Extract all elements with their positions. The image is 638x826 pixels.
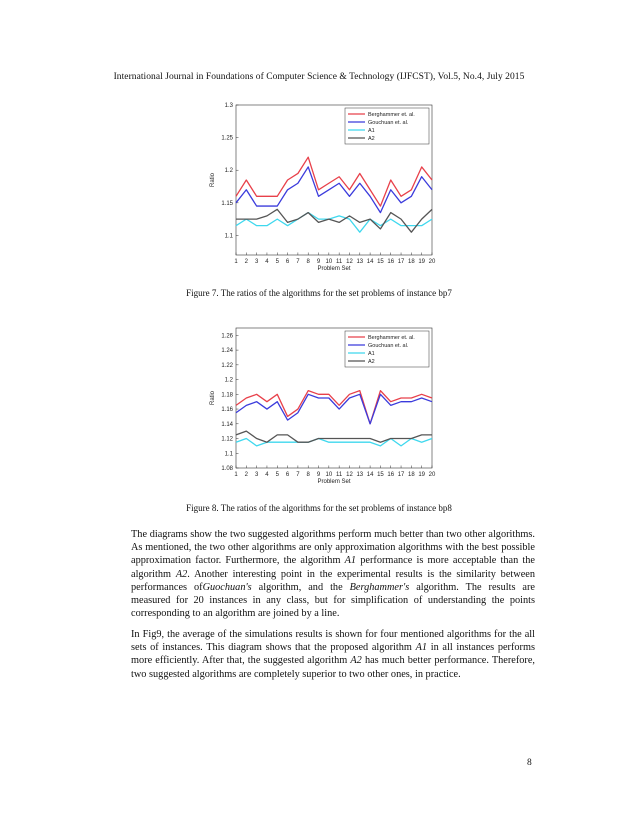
italic-run: A2 [175,568,188,580]
body-paragraph-1 [131,528,535,620]
x-tick-label: 9 [316,259,321,265]
y-tick-label: 1.14 [221,421,233,428]
x-axis-label: Problem Set [317,479,351,485]
y-tick-label: 1.3 [224,103,233,109]
legend-label: A1 [368,128,375,134]
legend-label: Berghammer et. al. [368,335,415,341]
figure-8-caption: Figure 8. The ratios of the algorithms for the set problems of instance bp8 [186,503,452,513]
x-tick-label: 18 [408,472,415,478]
y-tick-label: 1.12 [221,436,233,443]
italic-run: A2 [350,655,362,667]
legend-label: Gouchuan et. al. [368,120,409,126]
y-tick-label: 1.24 [221,348,233,355]
x-tick-label: 5 [275,259,279,265]
x-tick-label: 19 [418,472,426,478]
x-tick-label: 20 [428,472,436,478]
y-tick-label: 1.2 [224,168,233,175]
legend-label: Gouchuan et. al. [368,343,409,349]
x-tick-label: 16 [387,259,395,265]
x-tick-label: 4 [265,259,269,265]
x-tick-label: 9 [316,472,321,478]
italic-run: A1 [344,555,357,567]
x-tick-label: 1 [234,472,238,478]
y-tick-label: 1.18 [221,392,233,399]
x-tick-label: 5 [275,472,279,478]
figure-8-svg [196,322,442,494]
paragraph-text [131,628,535,681]
legend-label: Berghammer et. al. [368,112,415,118]
x-tick-label: 16 [387,472,395,478]
x-tick-label: 12 [346,259,353,265]
x-tick-label: 17 [397,472,405,478]
y-tick-label: 1.16 [221,407,233,414]
x-tick-label: 10 [325,259,333,265]
y-tick-label: 1.1 [224,451,233,458]
italic-run: Berghammer's [349,581,410,593]
x-tick-label: 8 [306,472,310,478]
italic-run: Guochuan's [202,581,252,593]
text-run: in all instances performs more efficiently. After that, the suggested algorithm [131,642,535,667]
x-tick-label: 3 [254,472,259,478]
x-tick-label: 4 [265,472,269,478]
x-tick-label: 11 [336,259,343,265]
y-tick-label: 1.1 [224,233,233,240]
y-tick-label: 1.15 [221,200,233,207]
text-run: The diagrams show the two suggested algorithms perform much better than two other algorithms. As mentioned, the two other algorithms are only approximation algorithms with the best possible approximation factor. Furthermore, the algorithm [131,529,535,567]
y-axis-label: Ratio [210,390,216,406]
x-tick-label: 13 [356,259,364,265]
x-tick-label: 15 [377,472,384,478]
x-tick-label: 6 [285,472,290,478]
x-tick-label: 17 [397,259,405,265]
y-tick-label: 1.2 [224,377,233,384]
x-tick-label: 18 [408,259,415,265]
figure-8-chart [196,322,442,494]
y-tick-label: 1.08 [221,466,233,472]
x-tick-label: 2 [244,472,248,478]
paragraph-text [131,528,535,620]
text-run: . Another interesting point in the experimental results is the similarity between performances of [131,568,535,593]
x-tick-label: 3 [254,259,259,265]
y-tick-label: 1.22 [221,362,233,369]
y-tick-label: 1.26 [221,333,233,340]
x-axis-label: Problem Set [317,266,351,272]
y-axis-label: Ratio [210,172,216,188]
body-paragraph-2 [131,628,535,681]
text-run: algorithm, and the [251,581,350,593]
running-header: International Journal in Foundations of Computer Science & Technology (IJFCST), Vol.5, No.4, July 2015 [113,72,525,82]
text-run: has much better performance. Therefore, two suggested algorithms are completely superior to two other ones, in practice. [131,655,535,680]
text-run: algorithm. The results are measured for 20 instances in any class, but for simplification of understanding the points corresponding to an algorithm are joined by a line. [131,581,535,620]
x-tick-label: 20 [428,259,436,265]
legend-label: A1 [368,351,375,357]
x-tick-label: 10 [325,472,333,478]
x-tick-label: 2 [244,259,248,265]
x-tick-label: 14 [366,259,374,265]
x-tick-label: 1 [234,259,238,265]
y-tick-label: 1.25 [221,135,233,142]
page-number: 8 [527,758,532,768]
text-run: performance is more acceptable than the algorithm [131,555,535,580]
x-tick-label: 13 [356,472,364,478]
figure-7-caption: Figure 7. The ratios of the algorithms for the set problems of instance bp7 [186,288,452,298]
x-tick-label: 6 [285,259,290,265]
legend-label: A2 [368,359,375,365]
x-tick-label: 11 [336,472,343,478]
x-tick-label: 14 [366,472,374,478]
legend-label: A2 [368,136,375,142]
x-tick-label: 19 [418,259,426,265]
text-run: In Fig9, the average of the simulations results is shown for four mentioned algorithms for the all sets of instances. This diagram shows that the proposed algorithm [131,629,535,654]
x-tick-label: 7 [296,472,300,478]
italic-run: A1 [415,642,428,654]
x-tick-label: 7 [296,259,300,265]
x-tick-label: 12 [346,472,353,478]
x-tick-label: 8 [306,259,310,265]
figure-7-svg [196,100,442,280]
x-tick-label: 15 [377,259,384,265]
figure-7-chart [196,100,442,280]
